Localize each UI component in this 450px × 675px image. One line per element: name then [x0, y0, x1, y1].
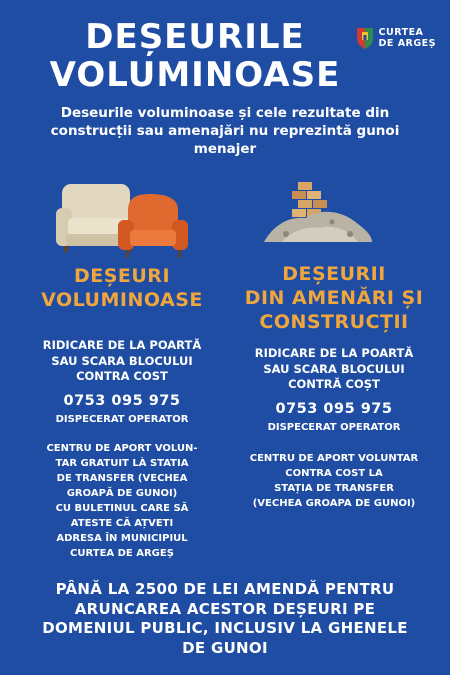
construction-pickup-text — [234, 346, 434, 393]
construction-pickup-line-2: SAU SCARA BLOCULUI — [263, 361, 405, 376]
intro-line-3: menajer — [193, 141, 257, 157]
bulky-phone-number[interactable]: 0753 095 975 — [63, 392, 181, 409]
construction-center-line-1: CENTRU DE APORT VOLUNTAR — [249, 452, 419, 464]
intro-line-2: construcții sau amenajări nu reprezintă gunoi — [50, 123, 400, 139]
bulky-center-line-2: TAR GRATUIT LÀ STATIA — [55, 457, 189, 469]
fine-warning — [20, 580, 430, 658]
bulky-center-line-8: CURTEA DE ARGEȘ — [70, 547, 174, 559]
construction-center-line-4: (VECHEA GROAPA DE GUNOI) — [252, 497, 416, 509]
bulky-waste-column — [24, 0, 220, 561]
bulky-dispatcher-label: DISPECERAT OPERATOR — [55, 413, 189, 425]
bulky-waste-heading — [24, 264, 220, 312]
bulky-heading-line-1: DEȘEURI — [73, 265, 171, 287]
fine-warning-line-2: ARUNCAREA ACESTOR DEȘEURI PE — [74, 599, 376, 618]
bulky-center-line-4: GROAPĂ DE GUNOI) — [66, 487, 178, 499]
construction-pickup-line-1: RIDICARE DE LA POARTĂ — [254, 346, 414, 360]
fine-warning-line-4: DE GUNOI — [182, 638, 268, 657]
bulky-pickup-line-2: SAU SCARA BLOCULUI — [51, 353, 193, 368]
construction-center-line-3: STAȚIA DE TRANSFER — [274, 482, 394, 494]
bulky-heading-line-2: VOLUMINOASE — [41, 289, 203, 311]
construction-heading-line-3: CONSTRUCȚII — [259, 311, 409, 333]
bulky-drop-off-center-text — [24, 441, 220, 561]
bulky-center-line-7: ADRESA ÎN MUNICIPIUL — [56, 532, 188, 544]
bulky-pickup-line-3: CONTRA COST — [76, 369, 168, 383]
construction-waste-column — [234, 0, 434, 511]
title-line-2: VOLUMINOASE — [49, 55, 341, 95]
logo-text-line-1: CURTEA — [378, 27, 424, 38]
bulky-pickup-text — [24, 338, 220, 385]
construction-center-line-2: CONTRA COST LA — [285, 467, 383, 479]
fine-warning-line-1: PÂNĂ LA 2500 DE LEI AMENDĂ PENTRU — [55, 580, 395, 598]
construction-drop-off-center-text — [234, 451, 434, 511]
construction-phone-number[interactable]: 0753 095 975 — [275, 400, 393, 417]
bulky-center-line-6: ATESTE CĂ AȚVETI — [70, 517, 174, 529]
bulky-center-line-3: DE TRANSFER (VECHEA — [56, 472, 188, 484]
bulky-center-line-5: CU BULETINUL CARE SĂ — [55, 502, 189, 514]
logo-text-line-2: DE ARGEȘ — [378, 38, 436, 49]
fine-warning-line-3: DOMENIUL PUBLIC, INCLUSIV LA GHENELE — [42, 619, 408, 637]
construction-dispatcher-label: DISPECERAT OPERATOR — [267, 421, 401, 433]
title-line-1: DEȘEURILE — [85, 17, 305, 57]
intro-line-1: Deseurile voluminoase și cele rezultate din — [60, 105, 390, 121]
construction-heading-line-1: DEȘEURII — [282, 263, 386, 285]
construction-heading-line-2: DIN AMENĂRI ȘI — [244, 287, 424, 309]
construction-waste-heading — [234, 262, 434, 334]
bulky-pickup-line-1: RIDICARE DE LA POARTĂ — [42, 338, 202, 352]
bulky-center-line-1: CENTRU DE APORT VOLUN- — [46, 442, 198, 454]
construction-pickup-line-3: CONTRĂ COȘT — [288, 377, 380, 391]
